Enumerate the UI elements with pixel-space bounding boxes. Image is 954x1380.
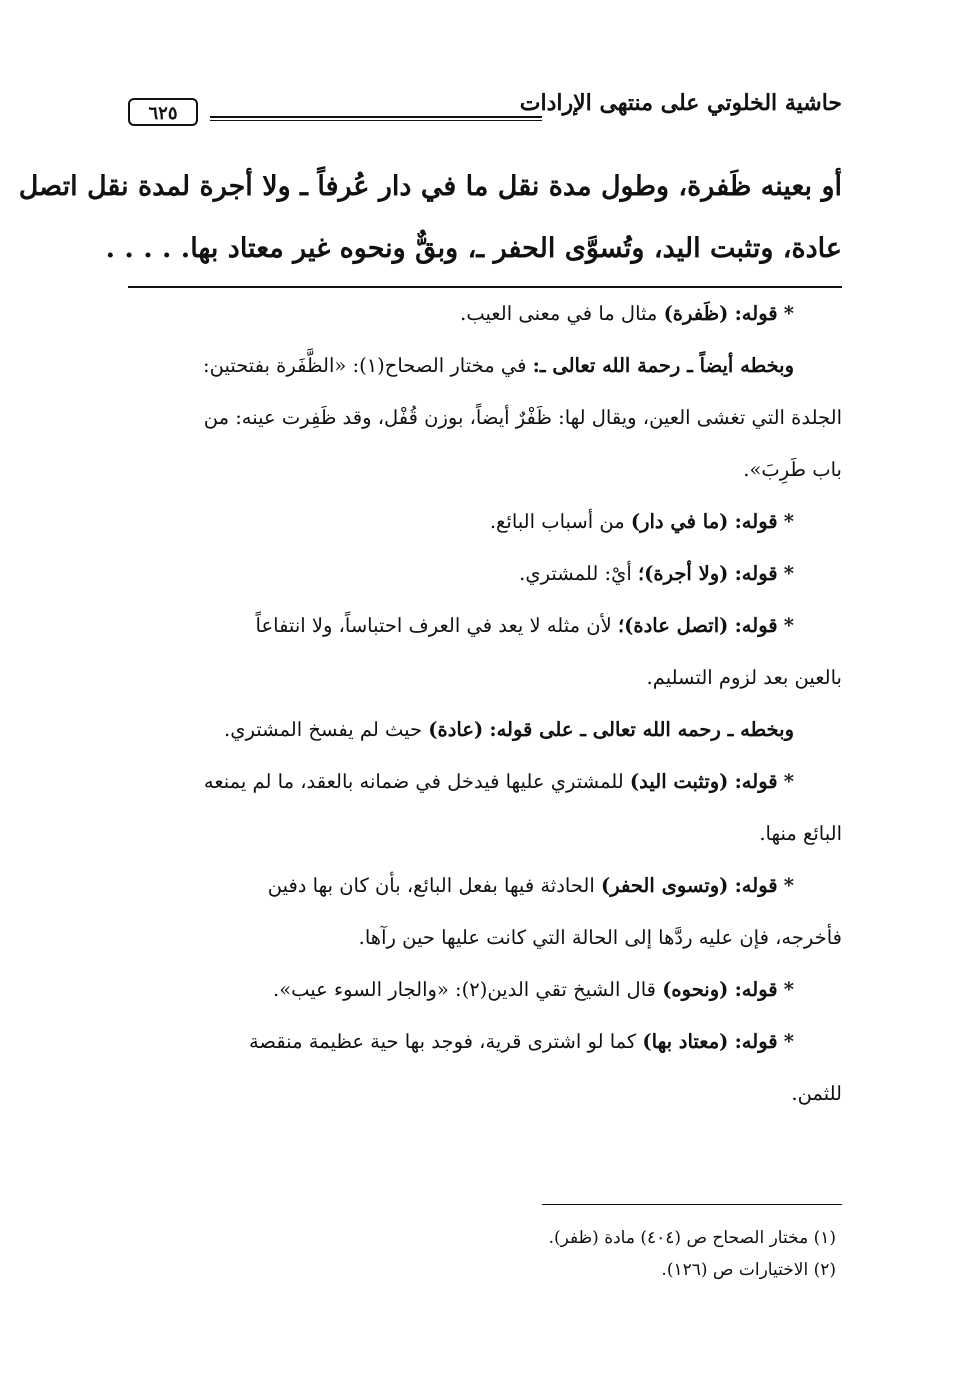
text-commentary-divider: [128, 286, 842, 288]
commentary-line: البائع منها.: [759, 822, 842, 845]
star-marker: *: [783, 1030, 794, 1053]
footnote: (١) مختار الصحاح ص (٤٠٤) مادة (ظفر).: [548, 1228, 836, 1248]
main-text: [18, 156, 842, 280]
star-marker: *: [783, 978, 794, 1001]
star-marker: *: [783, 562, 794, 585]
star-marker: *: [783, 510, 794, 533]
commentary-line: * قوله: (وتسوى الحفر) الحادثة فيها بفعل البائع، بأن كان بها دفين: [267, 874, 794, 897]
star-marker: *: [783, 614, 794, 637]
commentary-line: * قوله: (ولا أجرة)؛ أيْ: للمشتري.: [519, 562, 794, 585]
commentary-line: باب طَرِبَ».: [743, 458, 842, 481]
commentary-line: وبخطه ـ رحمه الله تعالى ـ على قوله: (عادة) حيث لم يفسخ المشتري.: [224, 718, 794, 741]
running-title: حاشية الخلوتي على منتهى الإرادات: [519, 90, 842, 116]
commentary-line: * قوله: (ونحوه) قال الشيخ تقي الدين(٢): «والجار السوء عيب».: [273, 978, 794, 1001]
commentary-line: * قوله: (معتاد بها) كما لو اشترى قرية، فوجد بها حية عظيمة منقصة: [248, 1030, 794, 1053]
main-text-line: أو بعينه ظَفرة، وطول مدة نقل ما في دار عُرفاً ـ ولا أجرة لمدة نقل اتصل: [18, 171, 842, 202]
commentary-line: * قوله: (ظَفرة) مثال ما في معنى العيب.: [460, 302, 794, 325]
page-number: ٦٢٥: [128, 98, 198, 126]
commentary-line: وبخطه أيضاً ـ رحمة الله تعالى ـ: في مختار الصحاح(١): «الظَّفَرة بفتحتين:: [203, 354, 794, 377]
commentary-line: * قوله: (اتصل عادة)؛ لأن مثله لا يعد في العرف احتباساً، ولا انتفاعاً: [255, 614, 794, 637]
star-marker: *: [783, 770, 794, 793]
commentary: [128, 294, 842, 1114]
footnotes: [128, 1222, 842, 1286]
commentary-line: للثمن.: [791, 1082, 842, 1105]
page-header: [128, 88, 842, 132]
commentary-line: بالعين بعد لزوم التسليم.: [646, 666, 842, 689]
commentary-line: الجلدة التي تغشى العين، ويقال لها: ظَفْرٌ أيضاً، بوزن قُفْل، وقد ظَفِرت عينه: من: [203, 406, 842, 429]
footnote: (٢) الاختيارات ص (١٢٦).: [661, 1260, 836, 1280]
main-text-line: عادة، وتثبت اليد، وتُسوَّى الحفر ـ، وبقٌّ ونحوه غير معتاد بها. . . . .: [105, 233, 842, 264]
footnote-separator: [542, 1204, 842, 1205]
header-rule: [210, 116, 542, 121]
commentary-line: * قوله: (وتثبت اليد) للمشتري عليها فيدخل في ضمانه بالعقد، ما لم يمنعه: [203, 770, 794, 793]
commentary-line: فأخرجه، فإن عليه ردَّها إلى الحالة التي كانت عليها حين رآها.: [358, 926, 842, 949]
star-marker: *: [783, 302, 794, 325]
commentary-line: * قوله: (ما في دار) من أسباب البائع.: [489, 510, 794, 533]
star-marker: *: [783, 874, 794, 897]
